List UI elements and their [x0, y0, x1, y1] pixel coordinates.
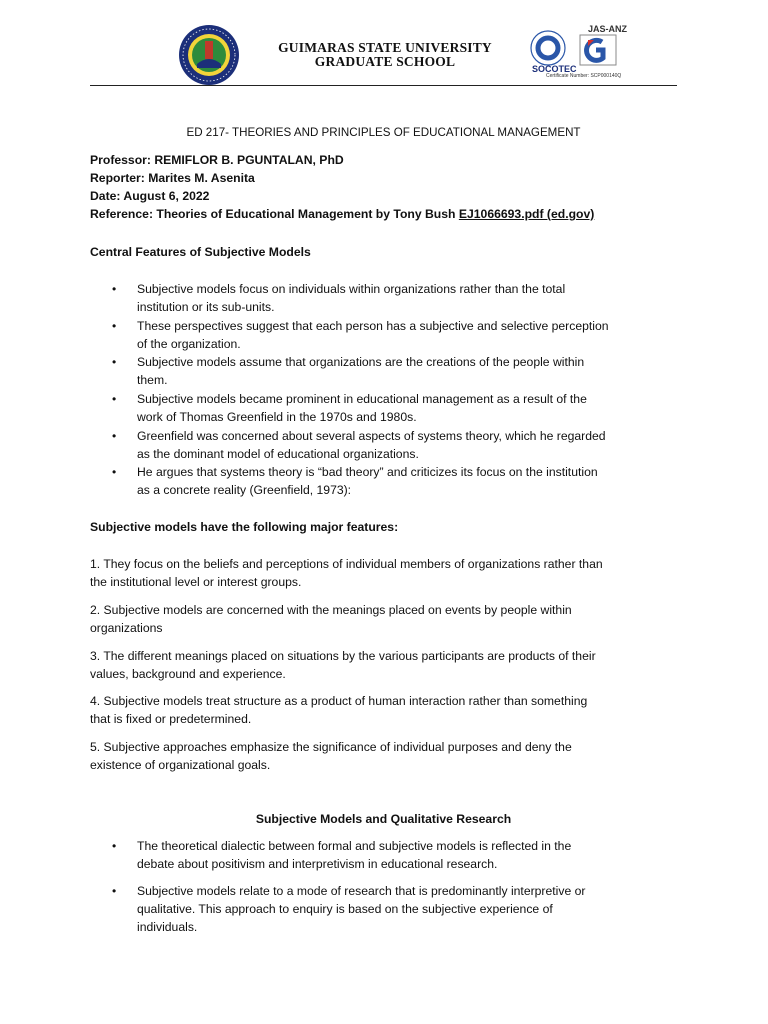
list-item-line: as a concrete reality (Greenfield, 1973): — [137, 483, 352, 497]
list-item-line: Subjective models assume that organizations are the creations of the people within — [137, 355, 585, 369]
date-line: Date: August 6, 2022 — [90, 189, 210, 203]
list-item-line: Subjective models focus on individuals within organizations rather than the total — [137, 282, 566, 296]
features-item-line: that is fixed or predetermined. — [90, 712, 252, 726]
bullet-icon: • — [112, 392, 117, 406]
features-item-line: 2. Subjective models are concerned with the meanings placed on events by people within — [90, 603, 572, 617]
list-item-line: them. — [137, 373, 168, 387]
list-item-line: Subjective models became prominent in educational management as a result of the — [137, 392, 587, 406]
list-item-line: debate about positivism and interpretivism in educational research. — [137, 857, 498, 871]
bullet-icon: • — [112, 355, 117, 369]
professor-line: Professor: REMIFLOR B. PGUNTALAN, PhD — [90, 153, 344, 167]
bullet-icon: • — [112, 319, 117, 333]
school-name: GRADUATE SCHOOL — [314, 54, 456, 69]
features-item — [90, 692, 685, 728]
reference-line — [90, 205, 594, 223]
bullet-icon: • — [112, 465, 117, 479]
header-divider — [90, 85, 677, 86]
section1-bullet-list — [112, 280, 682, 510]
bullet-icon: • — [112, 429, 117, 443]
cert-brand-label: SOCOTEC — [532, 64, 577, 74]
features-item — [90, 555, 685, 591]
section3-bullet-list — [112, 837, 682, 947]
list-item-line: individuals. — [137, 920, 198, 934]
list-item-line: qualitative. This approach to enquiry is based on the subjective experience of — [137, 902, 553, 916]
reference-text: Reference: Theories of Educational Management by Tony Bush — [90, 207, 459, 221]
section3-heading: Subjective Models and Qualitative Research — [255, 812, 512, 826]
features-item-line: 3. The different meanings placed on situations by the various participants are products of their — [90, 649, 596, 663]
features-item-line: 4. Subjective models treat structure as a product of human interaction rather than something — [90, 694, 588, 708]
features-item-line: existence of organizational goals. — [90, 758, 271, 772]
list-item-line: The theoretical dialectic between formal and subjective models is reflected in the — [137, 839, 572, 853]
list-item-line: Subjective models relate to a mode of research that is predominantly interpretive or — [137, 884, 586, 898]
features-item — [90, 601, 685, 637]
course-title: ED 217- THEORIES AND PRINCIPLES OF EDUCATIONAL MANAGEMENT — [186, 126, 581, 139]
features-item — [90, 647, 685, 683]
reference-link[interactable]: EJ1066693.pdf (ed.gov) — [458, 207, 595, 221]
bullet-icon: • — [112, 282, 117, 296]
features-item-line: 5. Subjective approaches emphasize the significance of individual purposes and deny the — [90, 740, 572, 754]
list-item-line: These perspectives suggest that each person has a subjective and selective perception — [137, 319, 609, 333]
bullet-icon: • — [112, 839, 117, 853]
certification-logo — [528, 26, 638, 82]
list-item-line: institution or its sub-units. — [137, 300, 275, 314]
section1-heading: Central Features of Subjective Models — [90, 245, 311, 259]
list-item-line: of the organization. — [137, 337, 241, 351]
features-item-line: organizations — [90, 621, 163, 635]
features-item — [90, 738, 685, 774]
bullet-icon: • — [112, 884, 117, 898]
reporter-line: Reporter: Marites M. Asenita — [90, 171, 255, 185]
list-item-line: as the dominant model of educational organizations. — [137, 447, 419, 461]
university-name: GUIMARAS STATE UNIVERSITY — [278, 40, 492, 55]
cert-top-label: JAS-ANZ — [588, 24, 628, 34]
features-item-line: values, background and experience. — [90, 667, 286, 681]
university-seal-logo — [172, 24, 246, 86]
list-item-line: He argues that systems theory is “bad theory” and criticizes its focus on the institution — [137, 465, 598, 479]
university-seal-icon — [172, 24, 246, 86]
list-item-line: work of Thomas Greenfield in the 1970s and 1980s. — [137, 410, 417, 424]
list-item-line: Greenfield was concerned about several aspects of systems theory, which he regarded — [137, 429, 606, 443]
cert-number-label: Certificate Number: SCP000140Q — [546, 73, 622, 79]
features-item-line: the institutional level or interest groups. — [90, 575, 302, 589]
section2-heading: Subjective models have the following major features: — [90, 520, 399, 534]
features-item-line: 1. They focus on the beliefs and perceptions of individual members of organizations rather than — [90, 557, 603, 571]
